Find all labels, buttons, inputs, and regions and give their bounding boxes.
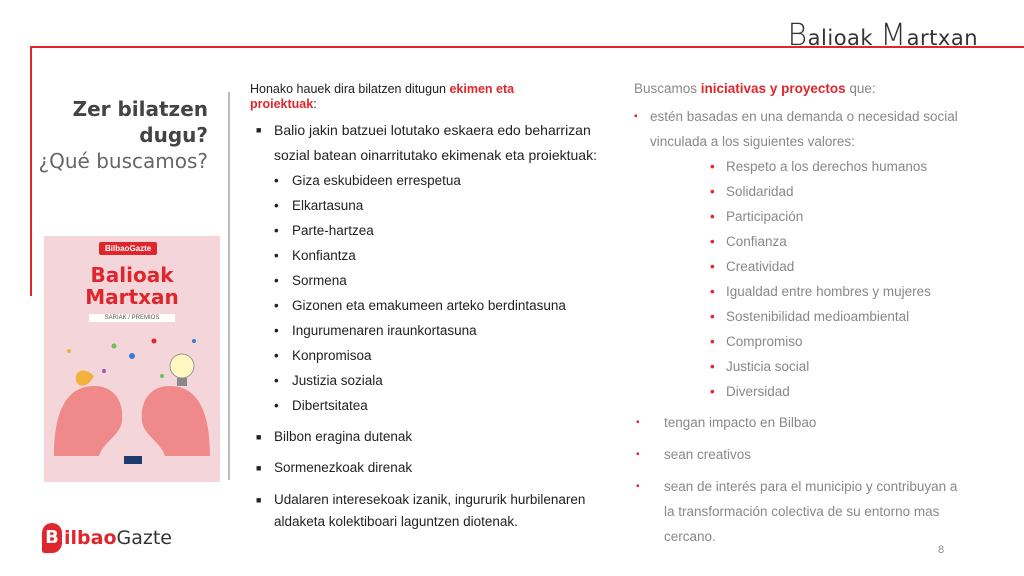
poster-illustration xyxy=(44,326,220,456)
list-item: • Diversidad xyxy=(710,379,964,404)
list-item: • Ingurumenaren iraunkortasuna xyxy=(274,318,611,343)
list-item: • Solidaridad xyxy=(710,179,964,204)
basque-bullet-creative: ■ Sormenezkoak direnak xyxy=(256,458,611,478)
title-basque-line2: dugu? xyxy=(139,123,208,147)
spanish-intro: Buscamos iniciativas y proyectos que: xyxy=(634,81,876,96)
poster-footer-logo xyxy=(124,456,142,464)
list-item: • Konfiantza xyxy=(274,243,611,268)
spanish-bullet-creative: ▪ sean creativos xyxy=(634,442,964,467)
poster-image xyxy=(44,236,220,482)
spanish-values-list xyxy=(650,154,964,404)
bilbao-gazte-logo-badge: B xyxy=(42,523,62,553)
list-item: • Participación xyxy=(710,204,964,229)
page-title xyxy=(39,96,209,174)
list-item: • Respeto a los derechos humanos xyxy=(710,154,964,179)
list-item: • Confianza xyxy=(710,229,964,254)
spanish-bullet-interest: ▪ sean de interés para el municipio y contribuyan a la transformación colectiva de su entorno mas cercano. xyxy=(634,474,964,549)
basque-values-list xyxy=(274,168,611,418)
spanish-list xyxy=(634,78,964,549)
basque-list xyxy=(256,118,611,533)
page-number: 8 xyxy=(938,544,945,556)
poster-subtitle: SARIAK / PREMIOS xyxy=(89,314,175,322)
list-item: • Sormena xyxy=(274,268,611,293)
bilbao-gazte-logo: ilbaoGazte xyxy=(64,527,172,549)
list-item: • Igualdad entre hombres y mujeres xyxy=(710,279,964,304)
balioak-martxan-logo: Balioak Martxan xyxy=(787,18,978,53)
list-item: • Dibertsitatea xyxy=(274,393,611,418)
vertical-divider xyxy=(228,92,230,480)
basque-intro: Honako hauek dira bilatzen ditugun ekimen eta proiektuak: xyxy=(250,82,515,111)
left-divider-line xyxy=(30,46,32,296)
spanish-bullet-impact: ▪ tengan impacto en Bilbao xyxy=(634,410,964,435)
basque-bullet-impact: ■ Bilbon eragina dutenak xyxy=(256,427,611,447)
list-item: • Elkartasuna xyxy=(274,193,611,218)
poster-brand: BilbaoGazte xyxy=(99,242,157,255)
basque-bullet-interest: ■ Udalaren interesekoak izanik, ingururik hurbilenaren aldaketa kolektiboari laguntzen diotenak. xyxy=(256,489,611,533)
list-item: • Konpromisoa xyxy=(274,343,611,368)
list-item: • Justizia soziala xyxy=(274,368,611,393)
title-basque-line1: Zer bilatzen xyxy=(72,97,208,121)
list-item: • Gizonen eta emakumeen arteko berdintasuna xyxy=(274,293,611,318)
spanish-main-bullet: ▪ estén basadas en una demanda o necesidad social vinculada a los siguientes valores: • Respeto a los derechos humanos • Solidaridad • Participación • Confianza • Creatividad • Igualdad entre hombres y mujeres • Sostenibilidad medioambiental • Compromiso • Justicia social • Diversidad xyxy=(634,104,964,404)
list-item: • Justicia social xyxy=(710,354,964,379)
poster-title: Balioak Martxan xyxy=(85,263,179,309)
list-item: • Parte-hartzea xyxy=(274,218,611,243)
list-item: • Sostenibilidad medioambiental xyxy=(710,304,964,329)
list-item: • Giza eskubideen errespetua xyxy=(274,168,611,193)
list-item: • Compromiso xyxy=(710,329,964,354)
list-item: • Creatividad xyxy=(710,254,964,279)
basque-main-bullet: ■ Balio jakin batzuei lotutako eskaera edo beharrizan sozial batean oinarritutako ekimenak eta proiektuak: • Giza eskubideen errespetua • Elkartasuna • Parte-hartzea • Konfiantza • Sormena • Gizonen eta emakumeen arteko berdintasuna • Ingurumenaren iraunkortasuna • Konpromisoa • Justizia soziala • Dibertsitatea xyxy=(256,118,611,418)
title-spanish: ¿Qué buscamos? xyxy=(38,149,208,173)
